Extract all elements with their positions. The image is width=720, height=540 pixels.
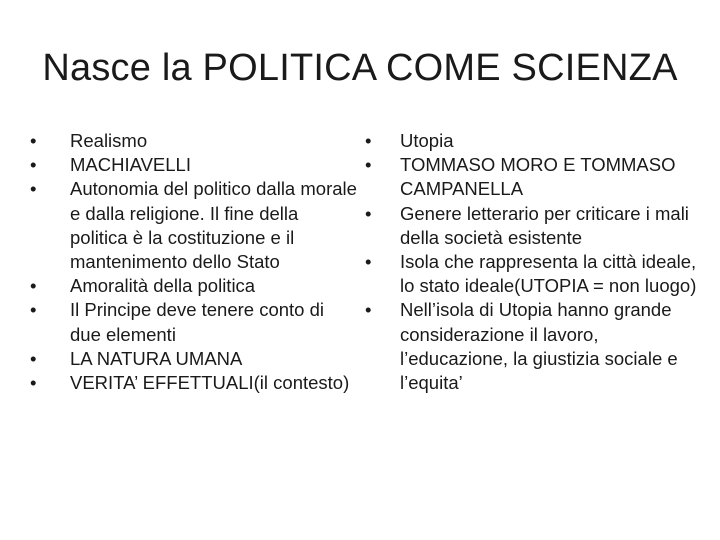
list-item	[365, 298, 710, 395]
list-item-text: Genere letterario per criticare i mali della società esistente	[400, 202, 689, 248]
slide-title: Nasce la POLITICA COME SCIENZA	[42, 47, 678, 89]
bullet-icon: •	[365, 251, 372, 273]
list-item-text: Isola che rappresenta la città ideale, lo stato ideale(UTOPIA = non luogo)	[400, 251, 697, 297]
bullet-icon: •	[30, 178, 37, 200]
list-item-text: VERITA’ EFFETTUALI(il contesto)	[70, 372, 350, 394]
list-item	[365, 250, 710, 298]
list-item	[30, 371, 360, 395]
list-item	[365, 153, 710, 201]
bullet-icon: •	[30, 275, 37, 297]
list-item-text: Realismo	[70, 130, 148, 151]
list-item-text: TOMMASO MORO E TOMMASO CAMPANELLA	[400, 154, 676, 200]
bullet-icon: •	[30, 130, 37, 151]
list-item-text: MACHIAVELLI	[70, 154, 191, 176]
list-item	[30, 129, 360, 153]
bullet-icon: •	[365, 299, 372, 321]
list-item	[30, 153, 360, 177]
list-item	[30, 298, 360, 346]
list-item-text: Nell’isola di Utopia hanno grande considerazione il lavoro, l’educazione, la giustizia sociale e l’equita’	[400, 299, 678, 394]
list-item-text: Autonomia del politico dalla morale e dalla religione. Il fine della politica è la costituzione e il mantenimento dello Stato	[70, 178, 357, 273]
list-item-text: Amoralità della politica	[70, 275, 256, 297]
bullet-icon: •	[30, 299, 37, 321]
bullet-icon: •	[30, 372, 37, 394]
bullet-icon: •	[365, 154, 372, 176]
list-item	[365, 202, 710, 250]
list-item-text: LA NATURA UMANA	[70, 347, 243, 369]
list-item-text: Il Principe deve tenere conto di due elementi	[70, 299, 325, 345]
bullet-icon: •	[365, 130, 372, 151]
right-bullet-list	[365, 129, 710, 395]
list-item-text: Utopia	[400, 130, 454, 151]
list-item	[365, 129, 710, 153]
bullet-icon: •	[30, 347, 37, 369]
bullet-icon: •	[365, 202, 372, 224]
list-item	[30, 274, 360, 298]
list-item	[30, 347, 360, 371]
left-bullet-list	[30, 129, 360, 395]
bullet-icon: •	[30, 154, 37, 176]
list-item	[30, 177, 360, 274]
